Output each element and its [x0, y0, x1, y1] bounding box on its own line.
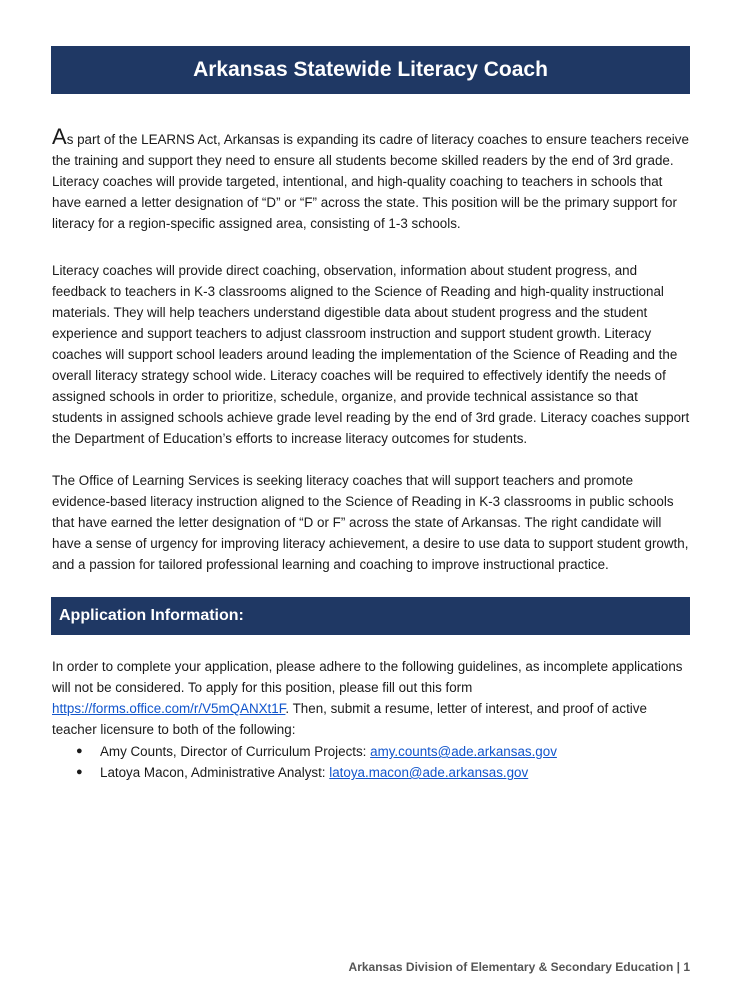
page-footer: Arkansas Division of Elementary & Secondary Education | 1 — [348, 960, 690, 974]
application-form-link[interactable]: https://forms.office.com/r/V5mQANXt1F — [52, 701, 286, 716]
application-text-before: In order to complete your application, please adhere to the following guidelines, as incomplete applications will not be considered. To apply for this position, please fill out this form — [52, 659, 683, 695]
contact-list — [76, 741, 557, 783]
intro-paragraph — [52, 126, 692, 234]
list-item — [76, 762, 557, 783]
section-heading: Application Information: — [59, 607, 244, 624]
dropcap-letter: A — [52, 124, 67, 149]
coaching-paragraph: Literacy coaches will provide direct coaching, observation, information about student progress, and feedback to teachers in K-3 classrooms aligned to the Science of Reading and high-quality instructional materials. They will help teachers understand digestible data about student progress and the student experience and support teachers to adjust classroom instruction and support student growth. Literacy coaches will support school leaders around leading the implementation of the Science of Reading and the overall literacy strategy school wide. Literacy coaches will be required to effectively identify the needs of assigned schools in order to prioritize, schedule, organize, and provide technical assistance so that students in assigned schools achieve grade level reading by the end of 3rd grade. Literacy coaches support the Department of Education’s efforts to increase literacy outcomes for students. — [52, 263, 690, 446]
application-text-after: . Then, submit a resume, letter of interest, and proof of active teacher licensure to both of the following: — [52, 701, 647, 737]
intro-text: s part of the LEARNS Act, Arkansas is expanding its cadre of literacy coaches to ensure teachers receive the training and support they need to ensure all students become skilled readers by the end of 3rd grade. Literacy coaches will provide targeted, intentional, and high-quality coaching to teachers in schools that have earned a letter designation of “D” or “F” across the state. This position will be the primary support for literacy for a region-specific assigned area, consisting of 1-3 schools. — [52, 132, 689, 231]
contact-label: Amy Counts, Director of Curriculum Projects: — [100, 744, 371, 759]
bullet-icon: ● — [76, 745, 83, 757]
contact-label: Latoya Macon, Administrative Analyst: — [100, 765, 330, 780]
page-title: Arkansas Statewide Literacy Coach — [193, 58, 548, 81]
application-section-banner — [51, 597, 690, 635]
application-paragraph — [52, 656, 692, 740]
email-link[interactable]: latoya.macon@ade.arkansas.gov — [329, 765, 529, 780]
email-link[interactable]: amy.counts@ade.arkansas.gov — [370, 744, 557, 759]
list-item — [76, 741, 557, 762]
office-paragraph: The Office of Learning Services is seeking literacy coaches that will support teachers and promote evidence-based literacy instruction aligned to the Science of Reading in K-3 classrooms in public schools that have earned the letter designation of “D or F” across the state of Arkansas. The right candidate will have a sense of urgency for improving literacy achievement, a desire to use data to support student growth, and a passion for tailored professional learning and coaching to improve instructional practice. — [52, 473, 689, 572]
bullet-icon: ● — [76, 766, 83, 778]
page-title-banner — [51, 46, 690, 94]
